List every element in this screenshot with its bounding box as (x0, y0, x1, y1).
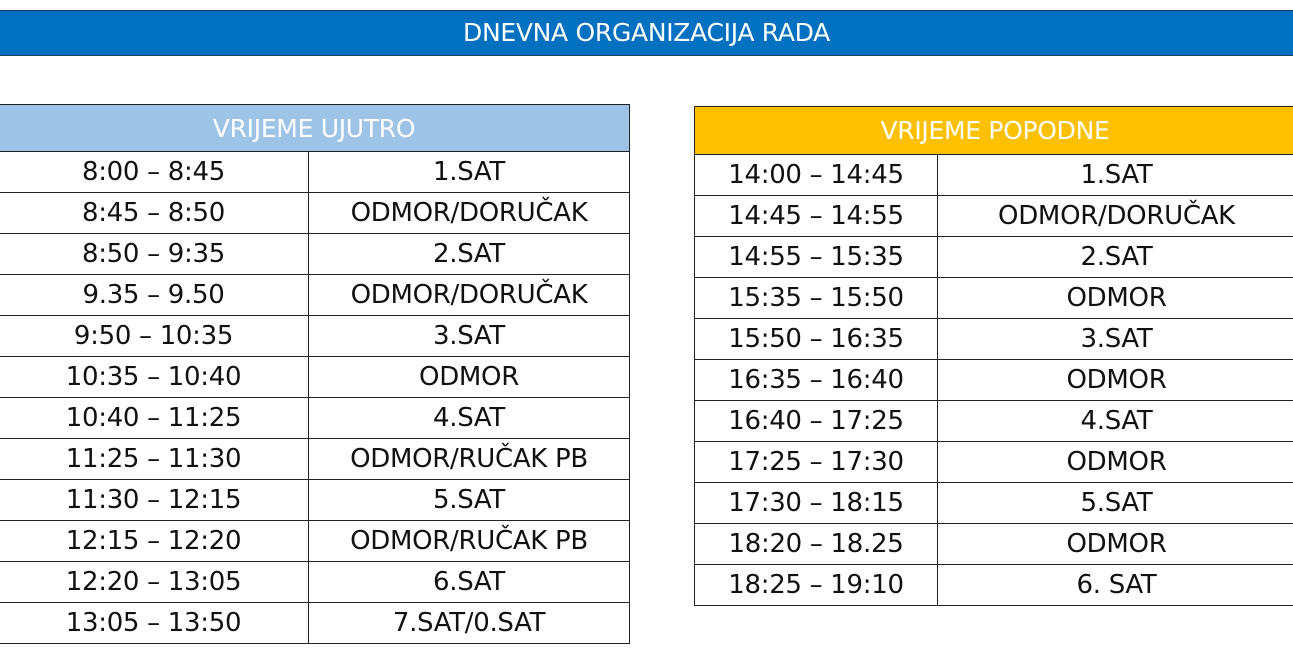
table-row (695, 278, 1293, 319)
time-cell: 13:05 – 13:50 (0, 603, 309, 644)
activity-cell: ODMOR/RUČAK PB (309, 521, 630, 562)
activity-cell: 1.SAT (938, 155, 1293, 196)
time-cell: 15:50 – 16:35 (695, 319, 938, 360)
time-cell: 17:30 – 18:15 (695, 483, 938, 524)
time-cell: 17:25 – 17:30 (695, 442, 938, 483)
time-cell: 10:40 – 11:25 (0, 398, 309, 439)
activity-cell: ODMOR/DORUČAK (938, 196, 1293, 237)
table-row (0, 316, 630, 357)
afternoon-header: VRIJEME POPODNE (695, 107, 1293, 155)
activity-cell: 3.SAT (309, 316, 630, 357)
activity-cell: 4.SAT (938, 401, 1293, 442)
activity-cell: 3.SAT (938, 319, 1293, 360)
activity-cell: ODMOR/DORUČAK (309, 193, 630, 234)
activity-cell: 1.SAT (309, 152, 630, 193)
table-header-row (0, 105, 630, 152)
time-cell: 16:40 – 17:25 (695, 401, 938, 442)
table-row (0, 398, 630, 439)
table-row (0, 480, 630, 521)
activity-cell: 4.SAT (309, 398, 630, 439)
table-row (695, 237, 1293, 278)
time-cell: 8:00 – 8:45 (0, 152, 309, 193)
afternoon-schedule-table (694, 106, 1293, 606)
table-row (0, 152, 630, 193)
table-row (0, 234, 630, 275)
activity-cell: ODMOR/DORUČAK (309, 275, 630, 316)
time-cell: 14:55 – 15:35 (695, 237, 938, 278)
table-row (0, 439, 630, 480)
activity-cell: ODMOR/RUČAK PB (309, 439, 630, 480)
time-cell: 18:25 – 19:10 (695, 565, 938, 606)
activity-cell: ODMOR (938, 278, 1293, 319)
activity-cell: ODMOR (938, 524, 1293, 565)
time-cell: 9:50 – 10:35 (0, 316, 309, 357)
time-cell: 15:35 – 15:50 (695, 278, 938, 319)
activity-cell: 7.SAT/0.SAT (309, 603, 630, 644)
table-row (0, 521, 630, 562)
morning-schedule-table (0, 104, 630, 644)
table-row (0, 603, 630, 644)
time-cell: 11:30 – 12:15 (0, 480, 309, 521)
table-row (695, 360, 1293, 401)
activity-cell: 2.SAT (938, 237, 1293, 278)
time-cell: 10:35 – 10:40 (0, 357, 309, 398)
time-cell: 14:00 – 14:45 (695, 155, 938, 196)
table-row (0, 562, 630, 603)
table-row (695, 565, 1293, 606)
time-cell: 9.35 – 9.50 (0, 275, 309, 316)
time-cell: 11:25 – 11:30 (0, 439, 309, 480)
table-row (695, 442, 1293, 483)
table-row (695, 401, 1293, 442)
time-cell: 16:35 – 16:40 (695, 360, 938, 401)
time-cell: 8:50 – 9:35 (0, 234, 309, 275)
time-cell: 18:20 – 18.25 (695, 524, 938, 565)
morning-header: VRIJEME UJUTRO (0, 105, 630, 152)
activity-cell: ODMOR (938, 442, 1293, 483)
activity-cell: ODMOR (309, 357, 630, 398)
table-row (695, 319, 1293, 360)
table-row (695, 524, 1293, 565)
activity-cell: ODMOR (938, 360, 1293, 401)
time-cell: 8:45 – 8:50 (0, 193, 309, 234)
time-cell: 12:15 – 12:20 (0, 521, 309, 562)
table-row (0, 275, 630, 316)
table-row (695, 155, 1293, 196)
table-row (695, 483, 1293, 524)
time-cell: 12:20 – 13:05 (0, 562, 309, 603)
activity-cell: 5.SAT (309, 480, 630, 521)
table-row (695, 196, 1293, 237)
table-row (0, 357, 630, 398)
activity-cell: 6. SAT (938, 565, 1293, 606)
activity-cell: 2.SAT (309, 234, 630, 275)
table-row (0, 193, 630, 234)
table-header-row (695, 107, 1293, 155)
morning-rows (0, 152, 630, 644)
page-title: DNEVNA ORGANIZACIJA RADA (0, 10, 1293, 56)
time-cell: 14:45 – 14:55 (695, 196, 938, 237)
activity-cell: 6.SAT (309, 562, 630, 603)
activity-cell: 5.SAT (938, 483, 1293, 524)
afternoon-rows (695, 155, 1293, 606)
